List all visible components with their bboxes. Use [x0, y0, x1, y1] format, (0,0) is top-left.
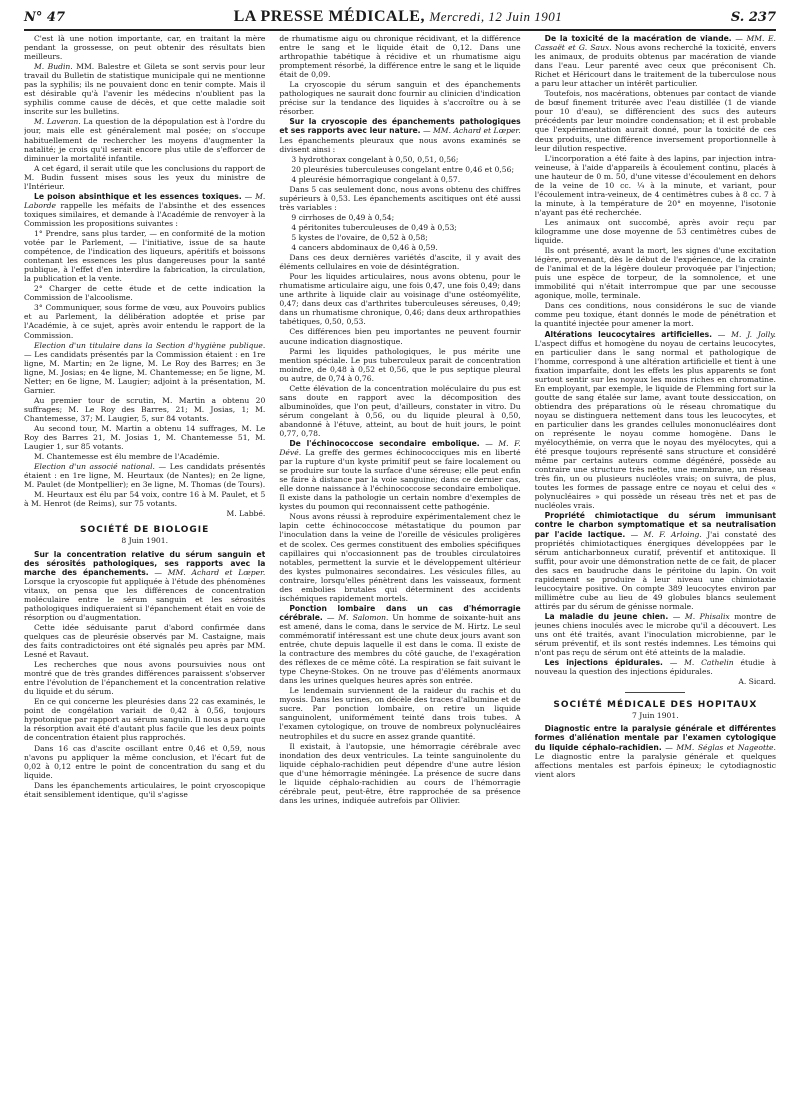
paragraph-text: Le diagnostic entre la paralysie générale et quelques affections mentales est parfois épineux; le cytodiagnostic vient alors: [534, 751, 776, 779]
paragraph-text: Lorsque la cryoscopie fut appliquée à l'étude des phénomènes vitaux, on pensa que les différences de concentration moléculaire entre le sérum sanguin et les sérosités pathologiques indiqueraient si l'épanchement était en voie de résorption ou d'augmentation.: [24, 576, 266, 622]
paragraph: [535, 612, 776, 657]
article-heading: Altérations leucocytaires artificielles.: [544, 329, 713, 339]
paragraph: [24, 117, 265, 162]
paragraph: M. Heurtaux est élu par 54 voix, contre 16 à M. Paulet, et 5 à M. Henrot (de Reims), sur 75 votants.: [24, 490, 266, 509]
speaker: M. Budin.: [34, 62, 73, 72]
article-heading: Diagnostic entre la paralysie générale et différentes formes d'aliénation mentale par l'examen cytologique du liquide céphalo-rachidien.: [534, 724, 776, 752]
speaker: — M. F. Dévé.: [279, 439, 521, 458]
speaker: — MM. Séglas et Nageotte.: [661, 742, 776, 752]
paragraph: Dans 5 cas seulement donc, nous avons obtenu des chiffres supérieurs à 0,53. Les épanchements ascitiques ont été aussi très variables :: [279, 184, 521, 212]
speaker: — MM. Achard et Lœper.: [420, 126, 521, 136]
paragraph: [24, 462, 265, 489]
section-heading: SOCIÉTÉ MÉDICALE DES HOPITAUX: [553, 700, 758, 711]
article-heading: De l'échinococcose secondaire embolique.: [289, 439, 480, 449]
article-heading: Ponction lombaire dans un cas d'hémorragie cérébrale.: [279, 603, 521, 622]
speaker: M. Laveran.: [34, 117, 81, 127]
column-1: [24, 34, 265, 1112]
paragraph: Au second tour, M. Martin a obtenu 14 suffrages, M. Le Roy des Barres 21, M. Josias 1, M. Chantemesse 51, M. Laugier 1, sur 85 votants.: [24, 423, 266, 452]
paragraph: Les animaux ont succombé, après avoir reçu par kilogramme une dose moyenne de 53 centimètres cubes de liquide.: [534, 217, 776, 246]
paragraph: 3° Communiquer, sous forme de vœu, aux Pouvoirs publics et au Parlement, la délibération adoptée et prise par l'Académie, à ce sujet, après avoir entendu le rapport de la Commission.: [24, 303, 266, 340]
paragraph-text: Nous avons recherché la toxicité, envers les animaux, de produits obtenus par macération de viande dans l'eau. Leur parenté avec ceux que préconisent Ch. Richet et Héricourt dans le traitement de la tuberculose nous a paru leur attacher un intérêt particulier.: [534, 43, 776, 89]
list-item: 3 hydrothorax congelant à 0,50, 0,51, 0,56;: [291, 154, 459, 164]
journal-title: [234, 8, 563, 26]
paragraph-text: montre de jeunes chiens inoculés avec le microbe qu'il a découvert. Les uns ont été traités, avant l'inoculation microbienne, par le sérum préventif, et ils sont restés indemnes. Les témoins qui n'ont pas reçu de sérum ont été atteints de la maladie.: [534, 611, 776, 658]
paragraph-text: — Les candidats présentés étaient : en 1re ligne, M. Heurtaux (de Nantes); en 2e ligne, M. Paulet (de Montpellier); en 3e ligne, M. Thomas (de Tours).: [24, 462, 266, 490]
paragraph: Dans les épanchements articulaires, le point cryoscopique était sensiblement identique, qu'il s'agisse: [24, 780, 266, 799]
issue-number: N° 47: [24, 10, 65, 25]
signature: M. Labbé.: [226, 509, 266, 519]
election-heading: Election d'un associé national.: [34, 462, 155, 472]
list-item: 9 cirrhoses de 0,49 à 0,54;: [291, 212, 395, 222]
page-number: S. 237: [730, 10, 776, 25]
paragraph: Il existait, à l'autopsie, une hémorragie cérébrale avec inondation des deux ventricules. La teinte sanguinolente du liquide céphalo-rachidien peut dépendre d'une autre lésion que d'une hémorragie méningée. La présence de sucre dans le liquide céphalo-rachidien au cours de l'hémorragie cérébrale peut, peut-être, être rapprochée de sa présence dans les urines, indiquée autrefois par Ollivier.: [279, 741, 521, 805]
paragraph: [24, 62, 265, 116]
election-heading: Election d'un titulaire dans la Section d'hygiène publique.: [34, 340, 266, 350]
article-heading: Le poison absinthique et les essences toxiques.: [34, 191, 242, 201]
section-divider: [625, 692, 685, 693]
list-item: 4 péritonites tuberculeuses de 0,49 à 0,53;: [291, 222, 457, 232]
paragraph: Les recherches que nous avons poursuivies nous ont montré que de très grandes différences paraissent s'observer entre l'évolution de l'épanchement et la concentration relative du liquide et du sérum.: [24, 660, 266, 697]
column-2: [279, 34, 520, 1112]
paragraph: La cryoscopie du sérum sanguin et des épanchements pathologiques ne saurait donc fournir au clinicien d'indication précise sur la tendance des liquides à s'accroître ou à se résorber.: [279, 80, 521, 117]
paragraph-text: Un homme de soixante-huit ans est amené, dans le coma, dans le service de M. Hirtz. Le seul commémoratif intéressant est une chute deux jours avant son entrée, chute depuis laquelle il est dans le coma. Il existe de la contracture des membres du côté gauche, de l'exagération des réflexes de ce même côté. La respiration se fait suivant le type Cheyne-Stokes. On ne trouve pas d'éléments anormaux dans les urines quelques heures après son entrée.: [279, 612, 521, 686]
paragraph: Dans 16 cas d'ascite oscillant entre 0,46 et 0,59, nous n'avons pu appliquer la même conclusion, et l'écart fut de 0,02 à 0,12 entre le point de concentration du sang et du liquide.: [24, 743, 266, 780]
paragraph: Ils ont présenté, avant la mort, les signes d'une excitation légère, provenant, dès le début de l'expérience, de la crainte de l'animal et de la légère douleur provoquée par l'injection; puis une espèce de torpeur, de la somnolence, et une immobilité qui n'était interrompue que par une secousse agonique, molle, terminale.: [534, 246, 776, 301]
paragraph: [279, 604, 520, 685]
paragraph: C'est là une notion importante, car, en traitant la mère pendant la grossesse, on peut obtenir des résultats bien meilleurs.: [24, 34, 266, 62]
paragraph: 2° Charger de cette étude et de cette indication la Commission de l'alcoolisme.: [24, 284, 266, 303]
paragraph: Toutefois, nos macérations, obtenues par contact de viande de bœuf finement triturée avec l'eau distillée (1 de viande pour 10 d'eau), se différencient des sucs des auteurs précédents par leur moindre condensation; et il est probable que l'expérimentation aurait donné, pour la toxicité de ces deux produits, une différence inversement proportionnelle à leur dilution respective.: [534, 89, 776, 153]
section-heading: SOCIÉTÉ DE BIOLOGIE: [80, 525, 210, 536]
speaker: — M. Laborde: [24, 191, 266, 210]
paragraph-text: La question de la dépopulation est à l'ordre du jour, mais elle est généralement mal posée; on s'occupe habituellement de rechercher les moyens d'augmenter la natalité; je crois qu'il serait encore plus utile de s'efforcer de diminuer la mortalité infantile.: [24, 117, 266, 163]
paragraph: [24, 550, 265, 622]
paragraph: Parmi les liquides pathologiques, le pus mérite une mention spéciale. Le pus tuberculeux parait de concentration moindre, de 0,48 à 0,52 et 0,56, que le pus septique pleural ou autre, de 0,74 à 0,76.: [279, 346, 521, 383]
speaker: — MM. Achard et Lœper.: [148, 567, 266, 577]
paragraph-text: MM. Balestre et Gileta se sont servis pour leur travail du Bulletin de statistique municipale qui ne mentionne pas la syphilis; ils ne pouvaient donc en tenir compte. Mais il est désirable qu'à l'avenir les médecins n'oublient pas la syphilis comme cause de décès, et que cette maladie soit inscrite sur les bulletins.: [24, 62, 266, 117]
speaker: — M. J. Jolly.: [712, 329, 776, 339]
paragraph-text: Les épanchements pleuraux que nous avons examinés se divisent ainsi :: [279, 135, 521, 154]
list-item: 5 kystes de l'ovaire, de 0,52 à 0,58;: [291, 232, 428, 242]
paragraph: [279, 439, 520, 511]
paragraph: [535, 330, 776, 511]
paragraph: 1° Prendre, sans plus tarder, — en conformité de la motion votée par le Parlement, — l'initiative, issue de sa haute compétence, de l'indication des liqueurs, apéritifs et boissons contenant les essences les plus dangereuses pour la santé publique, à l'effet d'en interdire la fabrication, la circulation, la publication et la vente.: [24, 228, 266, 284]
column-3: [535, 34, 776, 1112]
issue-date: Mercredi, 12 Juin 1901: [429, 9, 563, 24]
paragraph: En ce qui concerne les pleurésies dans 22 cas examinés, le point de congélation variait de 0,42 à 0,56, toujours hypotonique par rapport au sérum sanguin. Il nous a paru que la résorption avait été d'autant plus facile que les deux points de concentration étaient plus rapprochés.: [24, 697, 266, 743]
paragraph: [279, 117, 520, 153]
paragraph: [535, 511, 776, 611]
paragraph-text: L'aspect diffus et homogène du noyau de certains leucocytes, en particulier dans le sang normal et pathologique de l'homme, correspond à une altération artificielle et tient à une fixation imparfaite, dont les effets les plus apparents se font surtout sentir sur les noyaux les moins riches en chromatine. En employant, par exemple, le liquide de Flemming fort sur la goutte de sang étalée sur lame, avant toute dessiccation, on obtiendra des préparations où le réseau chromatique du noyau se distinguera nettement dans tous les leucocytes, et en particulier dans les grandes cellules mononucléaires dont on représente le noyau comme homogène. Dans le myélocythémie, on verra que le noyau des myélocytes, qui a été presque toujours représenté sans structure et considéré même par certains auteurs comme dégénéré, possède au contraire une structure très nette, une membrane, un réseau très fin, un ou plusieurs nucléoles vrais; on suivra, de plus, toutes les formes de passage entre ce noyau et celui des « polynucléaires » qui possède un réseau très net et pas de nucléoles vrais.: [534, 338, 776, 511]
speaker: — M. Salomon.: [322, 612, 389, 622]
article-heading: Sur la cryoscopie des épanchements pathologiques et ses rapports avec leur nature.: [279, 117, 521, 136]
article-heading: La maladie du jeune chien.: [544, 611, 669, 621]
paragraph: [24, 192, 265, 228]
article-heading: Les injections épidurales.: [544, 658, 663, 668]
paragraph: Au premier tour de scrutin, M. Martin a obtenu 20 suffrages; M. Le Roy des Barres, 21; M. Josias, 1; M. Chantemesse, 37; M. Laugier, 5, sur 84 votants.: [24, 395, 266, 423]
paragraph: Le lendemain surviennent de la raideur du rachis et du myosis. Dans les urines, on décèle des traces d'albumine et de sucre. Par ponction lombaire, on retire un liquide sanguinolent, uniformément teinté dans trois tubes. A l'examen cytologique, on trouve de nombreux polynucléaires neutrophiles et du sucre en assez grande quantité.: [279, 686, 521, 741]
article-heading: De la toxicité de la macération de viande.: [544, 34, 732, 43]
section-date: 8 Juin 1901.: [121, 536, 168, 546]
paragraph: [535, 658, 776, 676]
paragraph-text: étudie à nouveau la question des injections épidurales.: [534, 658, 776, 677]
paragraph: Pour les liquides articulaires, nous avons obtenu, pour le rhumatisme articulaire aigu, une fois 0,47, une fois 0,49; dans une arthrite à liquide clair au voisinage d'une ostéomyélite, 0,47; dans deux cas d'arthrites tuberculeuses séreuses, 0,49; dans un rhumatisme chronique, 0,46; dans deux arthropathies tabétiques, 0,50, 0,53.: [279, 272, 521, 327]
speaker: — M. Cathelin: [662, 658, 734, 668]
paragraph: Cette idée séduisante parut d'abord confirmée dans quelques cas de pleurésie observés par M. Castaigne, mais des faits contradictoires ont été signalés peu après par MM. Lesné et Ravaut.: [24, 622, 266, 660]
paragraph: Cette élévation de la concentration moléculaire du pus est sans doute en rapport avec la décomposition des albuminoïdes, que l'on peut, d'ailleurs, constater in vitro. Du sérum congelant à 0,56, ou du liquide pleural à 0,50, abandonné à l'étuve, atteint, au bout de huit jours, le point 0,77, 0,78.: [279, 383, 521, 438]
article-heading: Propriété chimiotactique du sérum immunisant contre le charbon symptomatique et sa neutralisation par l'acide lactique.: [534, 511, 776, 539]
paragraph: [24, 341, 265, 395]
masthead: [24, 8, 776, 31]
list-item: 4 pleurésie hémorragique congelant à 0,57.: [291, 174, 461, 184]
paragraph: Dans ces deux dernières variétés d'ascite, il y avait des éléments cellulaires en voie de désintégration.: [279, 253, 521, 272]
paragraph-text: La greffe des germes échinococciques mis en liberté par la rupture d'un kyste primitif peut se faire localement ou se produire sur toute la surface d'une séreuse; elle peut enfin se faire à distance par la voie sanguine; dans ce dernier cas, elle donne naissance à l'échinococcose secondaire embolique. Il existe dans la pathologie un certain nombre d'exemples de kystes du poumon qui reconnaissent cette pathogénie.: [279, 448, 521, 512]
paragraph: de rhumatisme aigu ou chronique récidivant, et la différence entre le sang et le liquide était de 0,12. Dans une arthropathie tabétique à récidive et un rhumatisme aigu promptement résorbé, la différence entre le sang et le liquide était de 0,09.: [279, 34, 521, 80]
paragraph: A cet égard, il serait utile que les conclusions du rapport de M. Budin fussent mises sous les yeux du ministre de l'Intérieur.: [24, 163, 266, 191]
paragraph: [535, 34, 776, 88]
speaker: — M. Phisalix: [668, 611, 730, 621]
paragraph: L'incorporation a été faite à des lapins, par injection intra-veineuse, à l'aide d'appareils à écoulement continu, placés à une hauteur de 0 m. 50, d'une vitesse d'écoulement en dehors de la veine de 10 cc. ¼ à la minute, et variant, pour l'écoulement intra-veineux, de 4 centimètres cubes à 8 cc. 7 à la minute, à la température de 20° en moyenne, l'isotonie n'ayant pas été recherchée.: [534, 153, 776, 217]
article-columns: [24, 34, 776, 1112]
speaker: — M. F. Arloing.: [625, 529, 702, 539]
paragraph: Ces différences bien peu importantes ne peuvent fournir aucune indication diagnostique.: [279, 327, 521, 346]
paragraph: Nous avons réussi à reproduire expérimentalement chez le lapin cette échinococcose métastatique du poumon par l'inoculation dans la veine de l'oreille de vésicules proligères et de scolex. Ces germes constituent des embolies spécifiques capillaires qui n'occasionnent pas de troubles circulatoires notables, permettent la survie et le développement ultérieur des kystes pulmonaires secondaires. Les vésicules filles, au contraire, lorsqu'elles pénètrent dans les vaisseaux, forment des embolies brutales qui déterminent des accidents ischémiques rapidement mortels.: [279, 512, 521, 603]
paragraph: [535, 724, 776, 778]
signature: A. Sicard.: [738, 677, 776, 687]
journal-name: LA PRESSE MÉDICALE,: [233, 8, 425, 25]
list-item: 4 cancers abdominaux de 0,46 à 0,59.: [291, 243, 438, 253]
article-heading: Sur la concentration relative du sérum sanguin et des sérosités pathologiques, ses rapports avec la marche des épanchements.: [24, 549, 266, 577]
paragraph-text: J'ai constaté des propriétés chimiotactiques énergiques développées par le sérum anticharbonneux curatif, préventif et antitoxique. Il suffit, pour avoir une démonstration nette de ce fait, de placer des sacs en baudruche dans le péritoine du lapin. On voit rapidement se produire à leur niveau une chimiotaxie leucocytaire positive. On compte 389 leucocytes environ par millimètre cube au lieu de 49 globules blancs seulement attirés par du sérum de génisse normale.: [534, 529, 776, 611]
paragraph-text: — Les candidats présentés par la Commission étaient : en 1re ligne, M. Martin; en 2e ligne, M. Le Roy des Barres; en 3e ligne, M. Josias; en 4e ligne, M. Chantemesse; en 5e ligne, M. Netter; en 6e ligne, M. Laugier; adjoint à la présentation, M. Garnier.: [24, 349, 266, 395]
paragraph: M. Chantemesse est élu membre de l'Académie.: [34, 452, 220, 462]
section-date: 7 Juin 1901.: [631, 711, 679, 721]
paragraph: Dans ces conditions, nous considérons le suc de viande comme peu toxique, étant donnés le mode de pénétration et la quantité injectée pour amener la mort.: [534, 301, 776, 329]
speaker: — MM. E. Cassaët et G. Saux.: [534, 34, 776, 53]
paragraph-text: rappelle les méfaits de l'absinthe et des essences toxiques similaires, et demande à l'Académie de renvoyer à la Commission les propositions suivantes :: [24, 200, 266, 228]
list-item: 20 pleurésies tuberculeuses congelant entre 0,46 et 0,56;: [291, 164, 515, 174]
